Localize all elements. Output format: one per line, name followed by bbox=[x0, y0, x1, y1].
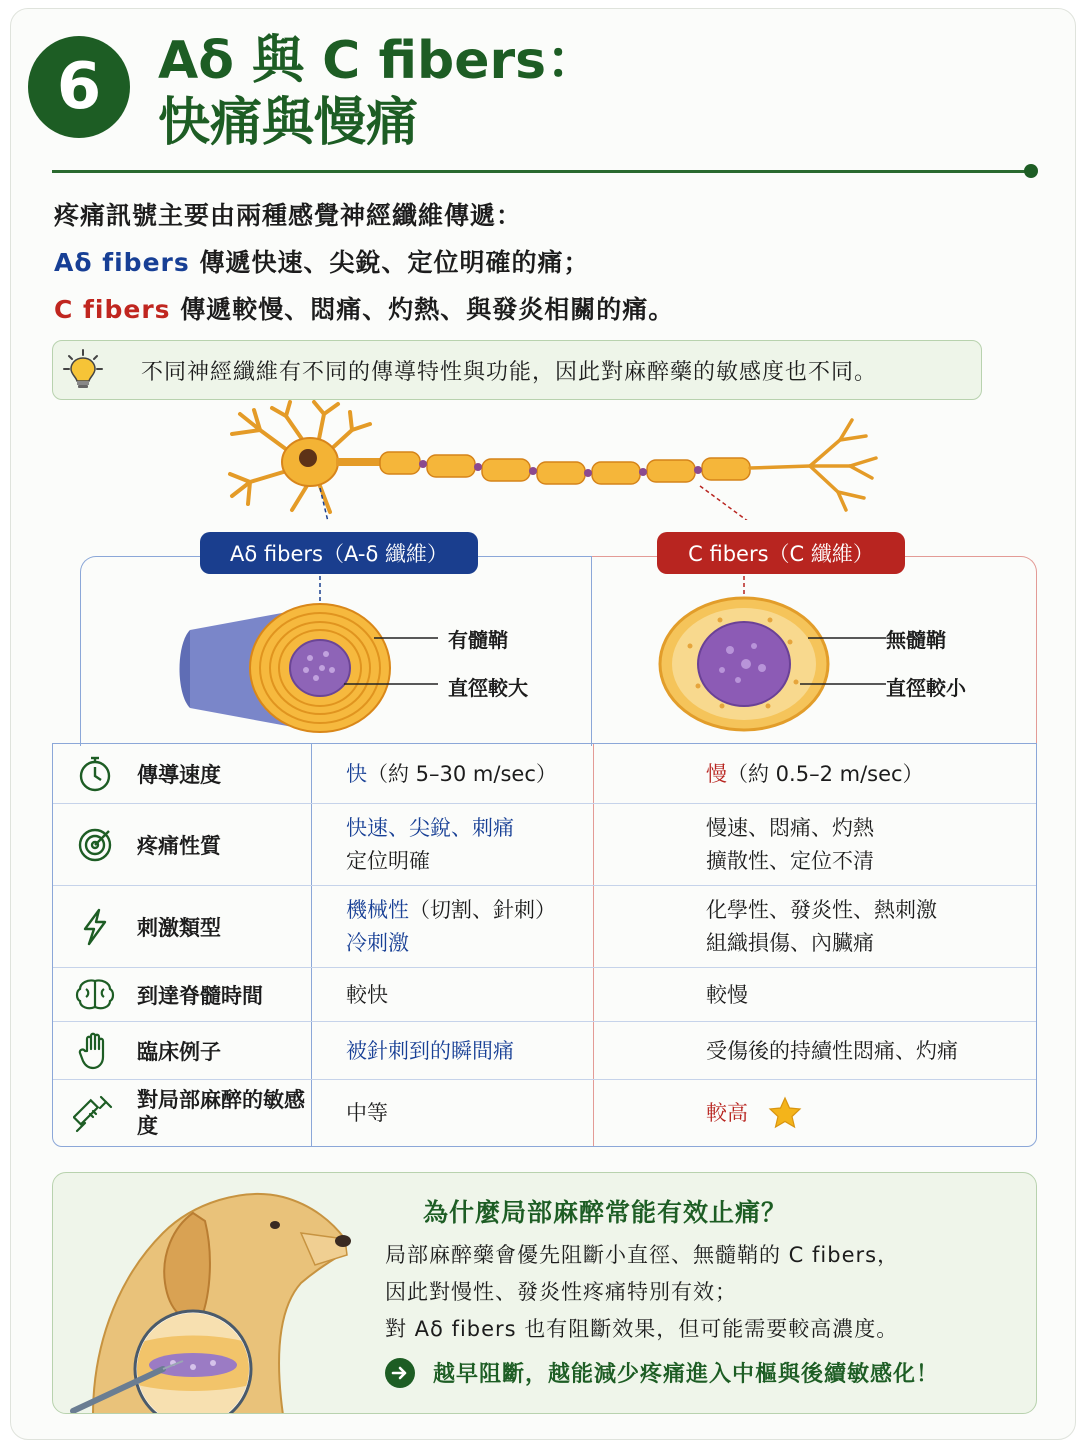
tip-text: 不同神經纖維有不同的傳導特性與功能，因此對麻醉藥的敏感度也不同。 bbox=[141, 359, 878, 385]
tip-box bbox=[52, 340, 982, 400]
intro-c-term: C fibers bbox=[54, 295, 171, 324]
row-label: 臨床例子 bbox=[137, 1040, 221, 1064]
call-to-action bbox=[385, 1357, 939, 1388]
c-value: 較高 bbox=[593, 1080, 1036, 1146]
lightning-icon bbox=[53, 886, 137, 968]
row-label: 疼痛性質 bbox=[137, 834, 221, 858]
c-fiber-cross-section bbox=[650, 576, 890, 742]
ad-value: 中等 bbox=[311, 1080, 593, 1146]
intro-line-1: 疼痛訊號主要由兩種感覺神經纖維傳遞： bbox=[54, 201, 523, 230]
intro-line-2 bbox=[54, 243, 589, 279]
ad-fiber-tag: Aδ fibers（A-δ 纖維） bbox=[200, 532, 478, 574]
title-line-2: 快痛與慢痛 bbox=[158, 93, 419, 153]
table-row bbox=[53, 804, 1036, 886]
ad-fiber-cross-section bbox=[170, 576, 590, 742]
c-value: 慢（約 0.5–2 m/sec） bbox=[593, 744, 1036, 804]
table-row bbox=[53, 886, 1036, 968]
table-row bbox=[53, 1080, 1036, 1146]
intro-line-3 bbox=[54, 290, 674, 326]
hand-icon bbox=[53, 1022, 137, 1080]
ad-value: 快（約 5–30 m/sec） bbox=[311, 744, 593, 804]
intro-ad-term: Aδ fibers bbox=[54, 248, 190, 277]
arrow-right-icon bbox=[385, 1358, 415, 1388]
large-diameter-label: 直徑較大 bbox=[448, 676, 528, 700]
explanation-line-3: 對 Aδ fibers 也有阻斷效果，但可能需要較高濃度。 bbox=[385, 1317, 899, 1341]
table-row bbox=[53, 744, 1036, 804]
axon-myelin-segments bbox=[380, 452, 750, 484]
star-icon bbox=[768, 1096, 802, 1130]
c-value: 受傷後的持續性悶痛、灼痛 bbox=[593, 1022, 1036, 1080]
title-divider bbox=[52, 170, 1030, 173]
c-value: 慢速、悶痛、灼熱 擴散性、定位不清 bbox=[593, 804, 1036, 886]
myelinated-label: 有髓鞘 bbox=[448, 628, 508, 652]
brain-icon bbox=[53, 968, 137, 1022]
ad-value: 快速、尖銳、刺痛 定位明確 bbox=[311, 804, 593, 886]
title-divider-dot bbox=[1024, 164, 1038, 178]
title-line-1: Aδ 與 C fibers： bbox=[158, 31, 599, 91]
comparison-table bbox=[52, 743, 1037, 1147]
small-diameter-label: 直徑較小 bbox=[886, 676, 966, 700]
ad-value: 較快 bbox=[311, 968, 593, 1022]
page-title bbox=[158, 30, 598, 154]
c-value: 化學性、發炎性、熱刺激 組織損傷、內臟痛 bbox=[593, 886, 1036, 968]
call-to-action-text: 越早阻斷，越能減少疼痛進入中樞與後續敏感化！ bbox=[433, 1362, 940, 1387]
explanation-title: 為什麼局部麻醉常能有效止痛？ bbox=[423, 1198, 788, 1227]
stopwatch-icon bbox=[53, 744, 137, 804]
target-icon bbox=[53, 804, 137, 886]
c-fiber-tag: C fibers（C 纖維） bbox=[657, 532, 905, 574]
ad-value: 機械性（切割、針刺） 冷刺激 bbox=[311, 886, 593, 968]
dog-illustration bbox=[53, 1173, 373, 1414]
explanation-line-2: 因此對慢性、發炎性疼痛特別有效； bbox=[385, 1280, 737, 1304]
table-row bbox=[53, 968, 1036, 1022]
intro-ad-desc: 傳遞快速、尖銳、定位明確的痛； bbox=[189, 248, 590, 277]
row-label: 傳導速度 bbox=[137, 763, 221, 787]
unmyelinated-label: 無髓鞘 bbox=[886, 628, 946, 652]
syringe-icon bbox=[53, 1080, 137, 1146]
section-number-badge: 6 bbox=[28, 36, 130, 138]
neuron-illustration bbox=[220, 400, 890, 520]
explanation-box bbox=[52, 1172, 1037, 1414]
ad-value: 被針刺到的瞬間痛 bbox=[311, 1022, 593, 1080]
lightbulb-icon bbox=[53, 348, 113, 392]
explanation-line-1: 局部麻醉藥會優先阻斷小直徑、無髓鞘的 C fibers， bbox=[385, 1243, 900, 1267]
row-label: 到達脊髓時間 bbox=[137, 984, 263, 1008]
table-row bbox=[53, 1022, 1036, 1080]
c-value: 較慢 bbox=[593, 968, 1036, 1022]
row-label: 刺激類型 bbox=[137, 916, 221, 940]
row-label: 對局部麻醉的敏感度 bbox=[137, 1088, 305, 1138]
intro-c-desc: 傳遞較慢、悶痛、灼熱、與發炎相關的痛。 bbox=[170, 295, 675, 324]
